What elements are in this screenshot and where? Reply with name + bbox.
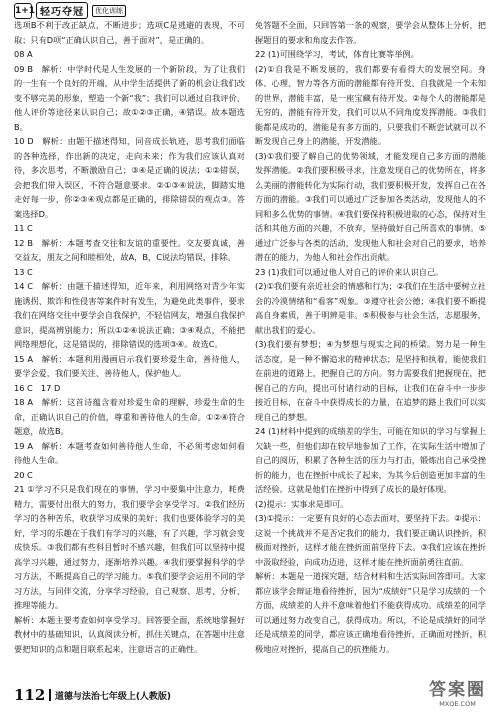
- answer-paragraph: 09 B 解析：中学时代是人生发展的一个新阶段，为了让我们的一生有一个良好的开端，从中学生活提供了新的机会让我们改变不够完美的形象，塑造一个新“我”；我们可以通过自我评价、他人评价等途径来认识自己；故①②③正确，④错误。故本题选B。: [14, 63, 245, 132]
- brand-name: 轻巧夺冠: [36, 2, 88, 19]
- book-title: 道德与法治七年级上(人教版): [54, 691, 172, 702]
- answer-paragraph: (2)提示：实事求是即可。: [255, 498, 349, 509]
- footer-divider: [49, 689, 51, 701]
- answer-paragraph: 18 A 解析：这首诗蕴含着对珍爱生命的理解，珍爱生命的生命，正确认识自己的价值，尊重和善待他人的生命。①②④符合题意，故选B。: [14, 397, 245, 436]
- left-column: [14, 18, 245, 682]
- answer-paragraph: 10 D 解析：由题干描述得知，同音成长轨迹，思考我们面临的各种选择，作出新的决定，走向未来；作为我们应该认真对待，多次思考，不断激励自己；③④是正确的说法；①②错误，会把我们带入误区，不符合题意要求。②①③④说法，脚踏实地走好每一步，你②③④观点都是正确的，排除错误的观点③。答案选择D。: [14, 136, 245, 219]
- page-footer: [14, 686, 171, 704]
- answer-paragraph: 23 (1)我们可以通过他人对自己的评价来认识自己。: [255, 266, 444, 277]
- answer-paragraph: 解析：本题主要考查如何享受学习。回答要全面，系统地掌握好教材中的基础知识，认真阅读分析，抓住关键点，在答题中注意要把知识的点和题目联系起来，注意语言的正确性。: [14, 614, 245, 654]
- answer-paragraph: 20 C: [14, 469, 33, 480]
- answer-paragraph: 15 A 解析：本题利用漫画启示我们要珍爱生命，善待他人，要学会爱，我们要关注、善待他人，保护他人。: [14, 353, 245, 378]
- answer-paragraph: (2)①我们要有亲近社会的情感和行为；②我们在生活中要树立社会的冷漠情绪和“看客”观象。③遵守社会公德；④我们要不断提高自身素质，善于明辨是非。⑤积极参与社会生活，志愿服务，献出我们的爱心。: [255, 281, 486, 335]
- brand-logo: 1+1: [14, 3, 32, 19]
- answer-paragraph: 08 A: [14, 49, 33, 59]
- page-number: 112: [14, 686, 46, 704]
- answer-paragraph: 21 ①学习不只是我们现在的事情，学习中要集中注意力，耗费精力，需要付出很大的努力，我们要学会享受学习。②我们经历学习的各种苦乐，收获学习成果的美好；我们也要体验学习的美好，学习的乐趣在于我们有学习的兴趣，有了兴趣，学习就会变成快乐。③我们都有些科目暂时不感兴趣，但我们可以坚持中提高学习兴趣，通过努力，逐渐培养兴趣。④我们要掌握科学的学习方法，不断提高自己的学习能力。⑤我们要学会运用不同的学习方法，与同伴交流，分享学习经验，自己观察、思考、分析、推理等能力。: [14, 484, 245, 610]
- answer-paragraph: 16 C 17 D: [14, 382, 61, 393]
- answer-paragraph: 11 C: [14, 223, 33, 233]
- answer-paragraph: 免答题不全面，只回答第一条的观察，要学会从整体上分析，把握题目的要求和角度去作答。: [255, 20, 486, 45]
- watermark-logo: 答案圈: [429, 680, 486, 700]
- answer-paragraph: (2)①自我是不断发展的，我们都要有看得大的发展空间。身体、心理、智力等各方面的潜能都有待开发，自我就是一个未知的世界，潜能丰富，是一座宝藏有待开发。②每个人的潜能都是无穷的，潜能有待开发，我们可以从不同角度发挥潜能。③我们能都是成功的，潜能是有多方面的，只要我们不断尝试就可以不断发现自己身上的潜能，开发潜能。: [255, 63, 486, 146]
- answer-paragraph: 19 A 解析：本题考查如何善待他人生命，不必须考虑如何看待他人生命。: [14, 440, 245, 465]
- header: [14, 2, 126, 19]
- answer-paragraph: 22 (1)可围绕学习，考试，体育比赛等举例。: [255, 49, 419, 59]
- answer-paragraph: (3)①我们要了解自己的优势领域，才能发现自己多方面的潜能发挥潜能。②我们要积极寻求，注意发现自己的优势所在，将多么美丽的潜能转化为实际行动，我们要积极开发，发挥自己在各方面的潜能。③我们可以通过广泛参加各类活动，发现他人的不同和多么优势的事情。④我们要保持积极进取的心态，保持对生活和其他方面的兴趣，不放弃，坚持做好自己所喜欢的事情。⑤通过广泛参与各类的活动，发现他人和社会对自己的要求，培养潜在的能力，为他人和社会作出贡献。: [255, 150, 486, 262]
- watermark: [429, 675, 486, 708]
- watermark-url: MXQE.COM: [439, 700, 476, 708]
- answer-paragraph: 14 C 解析：由题干描述得知，近年来，利用网络对青少年实施诱拐、欺诈和性侵害等案件时有发生，为避免此类事件，要求我们在网络交往中要学会自我保护，不轻信网友，增强自我保护意识，提高辨别能力；所以①②④说法正确；③④观点，不能把网络理想化，这是错误的，排除错误的选项③④。故选C。: [14, 281, 245, 349]
- answer-paragraph: 13 C: [14, 266, 33, 277]
- answer-paragraph: 12 B 解析：本题考查交往和友谊的重要性。交友要真诚，善交益友，朋友之间和睦相处，故A，B，C说法均错误，排除。: [14, 237, 245, 262]
- answer-paragraph: (3)我们要有梦想；④为梦想与现实之间的桥梁。努力是一种生活态度，是一种不懈追求的精神状态；是坚持和执着，能使我们在前进的道路上，把握自己的方向。努力需要我们把握现在，把握自己的方向，提出可付诸行动的目标，让我们在奋斗中一步步接近目标，在奋斗中获得成长的力量，在追梦的路上我们可以实现自己的梦想。: [255, 339, 486, 422]
- brand-subtitle: 优化训练: [92, 5, 126, 17]
- right-column: [255, 18, 486, 682]
- answer-paragraph: 解析：本题是一道探究题，结合材料和生活实际回答即可。大家都应该学会辩证地看待挫折，因为“成绩好”只是学习成绩的一个方面，成绩差的人并不意味着他们不能获得成功。成绩差的同学可以通过努力改变自己，获得成功。所以，不论是成绩好的同学还是成绩差的同学，都应该正确地看待挫折，正确面对挫折，积极地应对挫折，提高自己的抗挫能力。: [255, 571, 486, 654]
- answer-paragraph: 选项B不利于改正缺点，不断进步；选项C是逃避的表现，不可取；只有D项“正确认识自己，善于面对”，是正确的。: [14, 20, 245, 45]
- answer-paragraph: (3)①提示：一定要有良好的心态去面对，要坚持下去。②提示：这说一个挑战并不是否定我们的能力，我们要正确认识挫折，积极面对挫折，这样才能在挫折面前坚持下去。③我们应该在挫折中汲取经验，向成功迈进，这样才能在挫折面前勇往直前。: [255, 513, 486, 567]
- answer-paragraph: 24 (1)材料中提到的成绩差的学生，可能在知识的学习与掌握上欠缺一些，但他们却在较早地参加了工作，在实际生活中增加了自己的阅历，积累了各种生活的压力与打击，锻炼出自己承受挫折的能力，也在挫折中成长了起来，为其今后创造更加丰富的生活经验。这就是他们在挫折中得到了成长的最好体现。: [255, 426, 486, 494]
- answer-columns: [14, 18, 486, 682]
